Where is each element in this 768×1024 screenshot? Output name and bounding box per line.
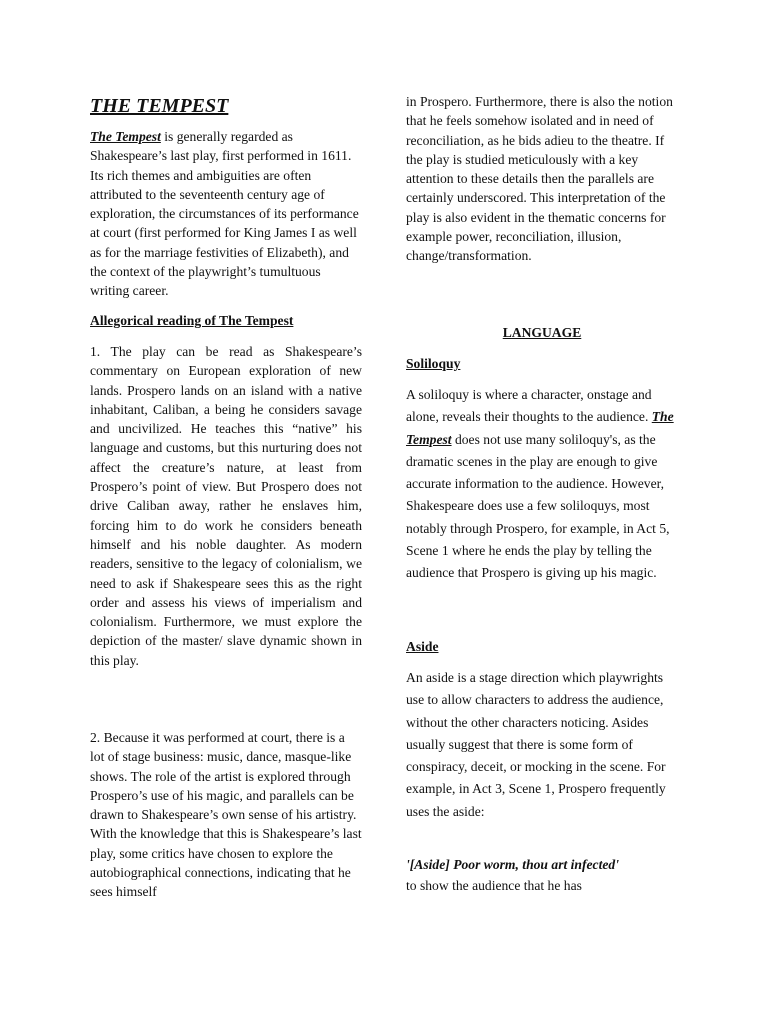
aside-quote [406, 855, 678, 874]
soliloquy-paragraph [406, 384, 678, 585]
play-title-emphasis: The Tempest [406, 409, 674, 447]
aside-heading: Aside [406, 639, 439, 654]
language-heading: LANGUAGE [502, 325, 582, 340]
intro-paragraph [90, 127, 362, 301]
soliloquy-heading: Soliloquy [406, 356, 461, 371]
allegorical-paragraph-2: 2. Because it was performed at court, there is a lot of stage business: music, dance, masque-like shows. The role of the artist is explored through Prospero’s use of his magic, and parallels can be drawn to Shakespeare’s own sense of his artistry. With the knowledge that this is Shakespeare’s last play, some critics have chosen to explore the autobiographical connections, indicating that he sees himself [90, 730, 362, 900]
aside-quote-text: '[Aside] Poor worm, thou art infected' [406, 857, 619, 872]
allegorical-heading: Allegorical reading of The Tempest [90, 313, 294, 328]
play-title-emphasis: The Tempest [90, 129, 161, 144]
aside-closing: to show the audience that he has [406, 878, 582, 893]
intro-text: is generally regarded as Shakespeare’s last play, first performed in 1611. Its rich themes and ambiguities are often attributed to the seventeenth century age of exploration, the circumstances of its performance at court (first performed for King James I as well as for the marriage festivities of Elizabeth), and the context of the playwright’s tumultuous writing career. [90, 129, 359, 299]
soliloquy-text-end: does not use many soliloquy's, as the dramatic scenes in the play are enough to give accurate information to the audience. However, Shakespeare does use a few soliloquys, most notably through Prospero, for example, in Act 5, Scene 1 where he ends the play by telling the audience that Prospero is giving up his magic. [406, 431, 670, 581]
aside-paragraph: An aside is a stage direction which playwrights use to allow characters to address the audience, without the other characters noticing. Asides usually suggest that there is some form of conspiracy, deceit, or mocking in the scene. For example, in Act 3, Scene 1, Prospero frequently uses the aside: [406, 670, 666, 819]
continuation-paragraph: in Prospero. Furthermore, there is also the notion that he feels somehow isolated and in need of reconciliation, as he bids adieu to the theatre. If the play is studied meticulously with a key attention to these details then the parallels are certainly underscored. This interpretation of the play is also evident in the thematic concerns for example power, reconciliation, illusion, change/transformation. [406, 94, 673, 264]
page-title: THE TEMPEST [90, 95, 229, 117]
allegorical-paragraph-1: 1. The play can be read as Shakespeare’s commentary on European exploration of new lands. Prospero lands on an island with a native inhabitant, Caliban, a being he considers savage and uncivilized. He teaches this “native” his language and customs, but this nurturing does not affect the creature’s nature, at least from Prospero’s point of view. But Prospero does not drive Caliban away, rather he enslaves him, forcing him to do work he considers beneath himself and his noble daughter. As modern readers, sensitive to the legacy of colonialism, we need to ask if Shakespeare sees this as the right order and assess his views of imperialism and colonialism. Furthermore, we must explore the depiction of the master/ slave dynamic shown in this play. [90, 344, 362, 668]
soliloquy-text-start: A soliloquy is where a character, onstage and alone, reveals their thoughts to the audience. [406, 387, 652, 425]
